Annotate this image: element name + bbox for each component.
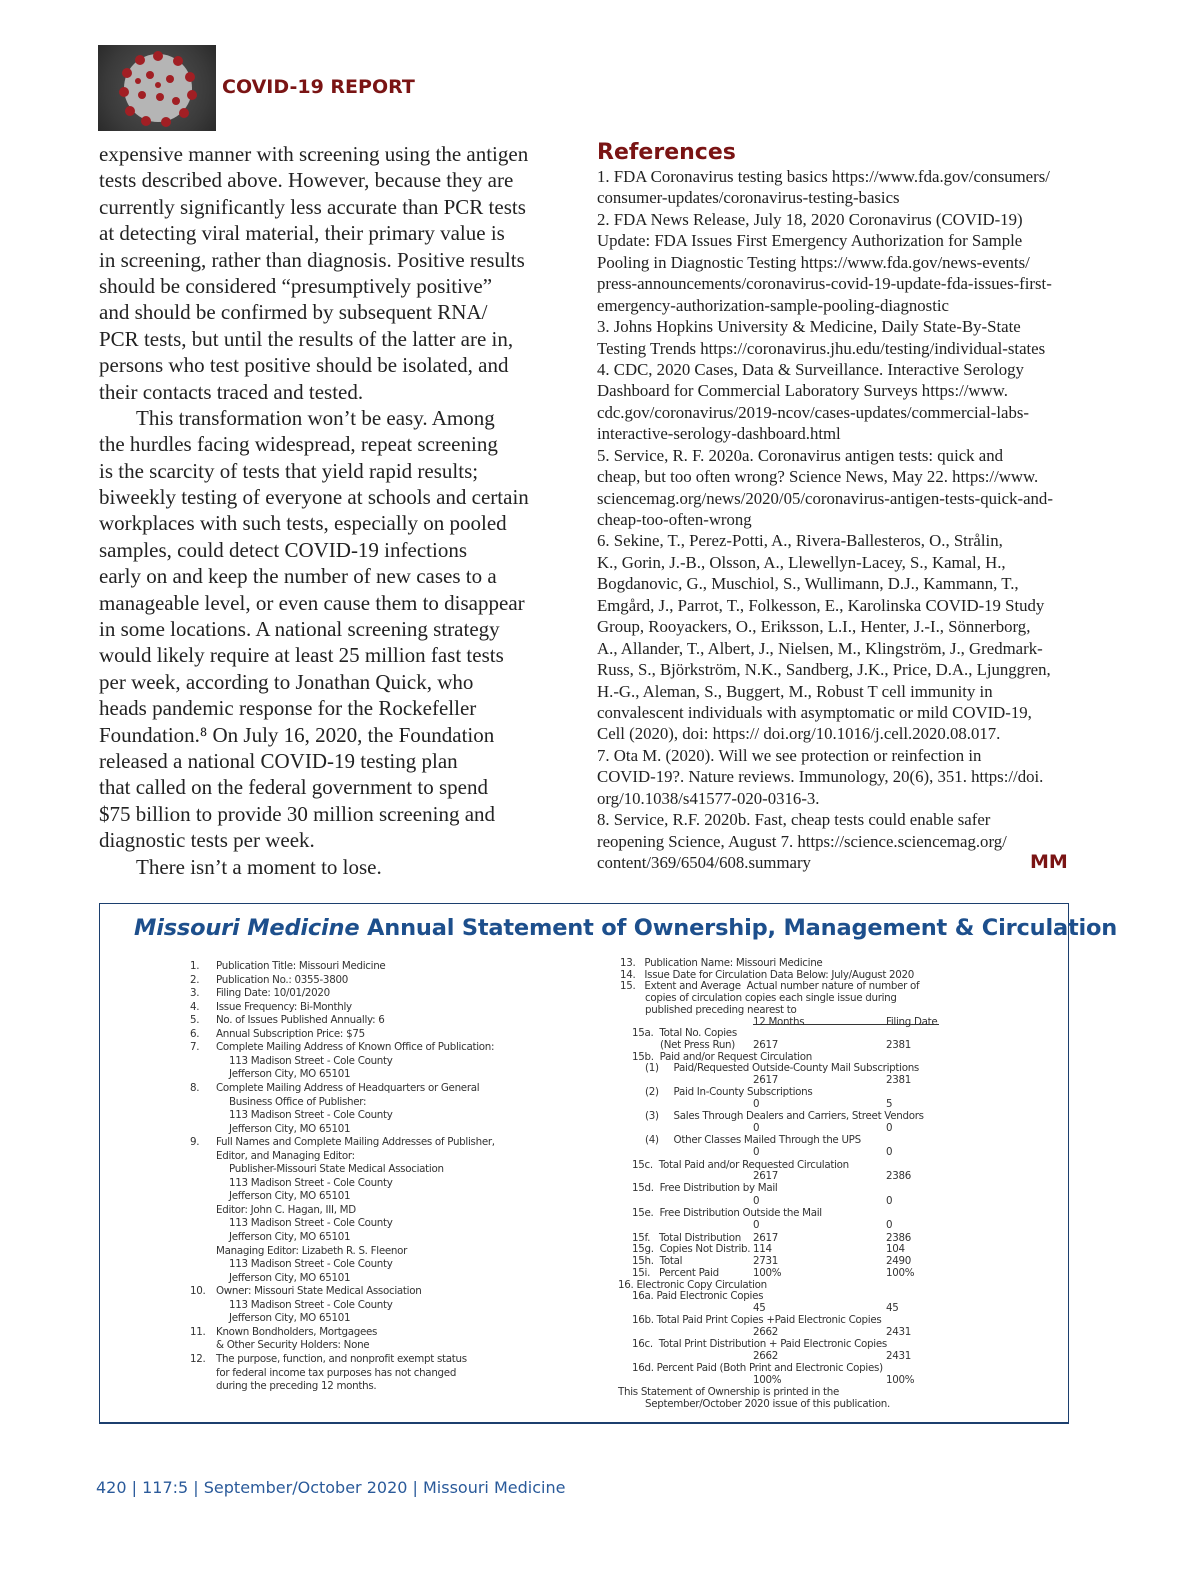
item-text: Filing Date: 10/01/2020 — [216, 987, 330, 1000]
body-line: and should be confirmed by subsequent RNA/ — [99, 300, 488, 325]
coronavirus-illustration — [98, 45, 216, 131]
item-text: Jefferson City, MO 65101 — [229, 1231, 351, 1243]
row-label: published preceding nearest to — [645, 1003, 797, 1016]
body-line: PCR tests, but until the results of the latter are in, — [99, 326, 514, 351]
body-line: currently significantly less accurate than PCR tests — [99, 194, 526, 219]
statement-title — [134, 915, 1117, 941]
statement-item — [190, 1109, 393, 1123]
value-12-months: 45 — [753, 1301, 766, 1314]
value-filing-date: 0 — [886, 1146, 893, 1159]
reference-line: cdc.gov/coronavirus/2019-ncov/cases-updates/commercial-labs- — [597, 402, 1029, 422]
reference-line: H.-G., Aleman, S., Buggert, M., Robust T cell immunity in — [597, 681, 993, 701]
statement-item — [190, 974, 348, 988]
statement-item — [190, 1028, 365, 1042]
value-filing-date: 100% — [886, 1266, 915, 1279]
row-label: This Statement of Ownership is printed in the — [618, 1385, 840, 1398]
statement-row — [618, 1387, 839, 1399]
item-text: Jefferson City, MO 65101 — [229, 1312, 351, 1325]
body-line: per week, according to Jonathan Quick, who — [99, 669, 474, 694]
value-filing-date: 2381 — [886, 1038, 912, 1051]
value-filing-date: 2386 — [886, 1170, 912, 1183]
body-line: workplaces with such tests, especially on pooled — [99, 511, 507, 536]
statement-item — [190, 960, 385, 974]
item-text: Publication No.: 0355-3800 — [216, 973, 348, 986]
reference-line: emergency-authorization-sample-pooling-diagnostic — [597, 295, 949, 315]
reference-line: Group, Rooyackers, O., Eriksson, L.I., Henter, J.-I., Sönnerborg, — [597, 617, 1031, 637]
body-line: $75 billion to provide 30 million screening and — [99, 801, 496, 826]
item-text: Managing Editor: Lizabeth R. S. Fleenor — [216, 1244, 408, 1257]
item-text: Jefferson City, MO 65101 — [229, 1068, 351, 1081]
value-filing-date: 100% — [886, 1374, 915, 1387]
statement-item — [190, 1204, 356, 1218]
reference-line: 7. Ota M. (2020). Will we see protection or reinfection in — [597, 745, 982, 765]
statement-title-journal: Missouri Medicine — [134, 915, 360, 941]
body-line: There isn’t a moment to lose. — [136, 854, 382, 879]
row-label: (4) Other Classes Mailed Through the UPS — [645, 1133, 861, 1146]
row-label: September/October 2020 issue of this publication. — [645, 1398, 890, 1411]
statement-row — [632, 1363, 883, 1375]
statement-row — [632, 1183, 777, 1195]
item-text: during the preceding 12 months. — [216, 1380, 377, 1393]
item-text: Complete Mailing Address of Known Office of Publication: — [216, 1041, 495, 1054]
reference-line: org/10.1038/s41577-020-0316-3. — [597, 788, 820, 808]
value-12-months: 0 — [753, 1194, 760, 1207]
reference-line: Pooling in Diagnostic Testing https://www.fda.gov/news-events/ — [597, 252, 1030, 272]
value-12-months: 0 — [753, 1122, 760, 1135]
body-line: their contacts traced and tested. — [99, 379, 364, 404]
item-text: 113 Madison Street - Cole County — [229, 1109, 393, 1122]
item-text: Known Bondholders, Mortgagees — [216, 1325, 378, 1338]
row-label: (3) Sales Through Dealers and Carriers, Street Vendors — [645, 1109, 924, 1122]
reference-line: reopening Science, August 7. https://science.sciencemag.org/ — [597, 831, 1007, 851]
reference-line: content/369/6504/608.summary — [597, 853, 811, 872]
value-filing-date: 2431 — [886, 1326, 912, 1338]
item-text: Publisher-Missouri State Medical Association — [229, 1163, 444, 1176]
item-number: 1. — [190, 960, 200, 972]
reference-line: 6. Sekine, T., Perez-Potti, A., Rivera-Ballesteros, O., Strålin, — [597, 531, 1003, 551]
item-text: Jefferson City, MO 65101 — [229, 1122, 351, 1135]
value-12-months: 12 Months — [753, 1015, 805, 1028]
item-text: Editor, and Managing Editor: — [216, 1149, 355, 1162]
value-filing-date: 2490 — [886, 1255, 912, 1268]
statement-item — [190, 1082, 479, 1096]
column-header-underline — [753, 1024, 939, 1025]
item-number: 6. — [190, 1027, 200, 1040]
item-text: Annual Subscription Price: $75 — [216, 1027, 365, 1040]
reference-line: 4. CDC, 2020 Cases, Data & Surveillance. Interactive Serology — [597, 359, 1024, 379]
statement-item — [190, 1123, 350, 1137]
body-line: tests described above. However, because they are — [99, 168, 514, 193]
item-number: 5. — [190, 1014, 200, 1027]
value-12-months: 0 — [753, 1098, 760, 1111]
item-text: 113 Madison Street - Cole County — [229, 1054, 393, 1067]
statement-item — [190, 1353, 467, 1367]
value-12-months: 100% — [753, 1266, 782, 1279]
row-label: 15c. Total Paid and/or Requested Circulation — [632, 1158, 849, 1171]
value-filing-date: 45 — [886, 1301, 899, 1314]
item-text: Publication Title: Missouri Medicine — [216, 960, 386, 972]
statement-row — [645, 1111, 924, 1123]
item-number: 3. — [190, 987, 200, 1000]
reference-line: Testing Trends https://coronavirus.jhu.edu/testing/individual-states — [597, 338, 1046, 358]
reference-line: consumer-updates/coronavirus-testing-basics — [597, 188, 900, 208]
page-footer: 420 | 117:5 | September/October 2020 | Missouri Medicine — [96, 1478, 566, 1497]
item-number: 4. — [190, 1000, 200, 1013]
body-line: released a national COVID-19 testing plan — [99, 748, 458, 773]
value-12-months: 2617 — [753, 1170, 779, 1183]
reference-line: Russ, S., Björkström, N.K., Sandberg, J.K., Price, D.A., Ljunggren, — [597, 660, 1051, 680]
statement-item — [190, 1055, 393, 1069]
statement-item — [190, 1001, 352, 1015]
body-line: biweekly testing of everyone at schools and certain — [99, 485, 529, 510]
body-line: is the scarcity of tests that yield rapid results; — [99, 458, 479, 483]
row-label: (2) Paid In-County Subscriptions — [645, 1085, 813, 1098]
item-text: & Other Security Holders: None — [216, 1339, 370, 1352]
statement-item — [190, 1285, 421, 1299]
reference-line: Cell (2020), doi: https:// doi.org/10.1016/j.cell.2020.08.017. — [597, 724, 1001, 744]
value-12-months: 2662 — [753, 1326, 779, 1338]
body-line: Foundation.⁸ On July 16, 2020, the Foundation — [99, 722, 495, 747]
item-number: 9. — [190, 1136, 200, 1149]
item-number: 12. — [190, 1352, 206, 1365]
value-filing-date: 5 — [886, 1098, 893, 1111]
value-12-months: 2617 — [753, 1074, 779, 1086]
value-12-months: 2617 — [753, 1231, 779, 1244]
statement-item — [190, 1339, 369, 1353]
statement-item — [190, 1380, 376, 1394]
value-filing-date: 0 — [886, 1194, 893, 1207]
item-text: Full Names and Complete Mailing Addresses of Publisher, — [216, 1136, 495, 1149]
value-12-months: 2731 — [753, 1255, 779, 1268]
item-number: 2. — [190, 973, 200, 986]
row-label: 16. Electronic Copy Circulation — [618, 1278, 767, 1291]
body-line: heads pandemic response for the Rockefeller — [99, 696, 477, 721]
body-line: the hurdles facing widespread, repeat screening — [99, 432, 498, 457]
value-12-months: 0 — [753, 1146, 760, 1159]
statement-item — [190, 1217, 393, 1231]
reference-line: Emgård, J., Parrot, T., Folkesson, E., Karolinska COVID-19 Study — [597, 595, 1045, 615]
reference-line: A., Allander, T., Albert, J., Nielsen, M., Klingström, J., Gredmark- — [597, 638, 1043, 658]
reference-line: press-announcements/coronavirus-covid-19-update-fda-issues-first- — [597, 274, 1052, 294]
reference-line: 3. Johns Hopkins University & Medicine, Daily State-By-State — [597, 317, 1021, 337]
row-label: 13. Publication Name: Missouri Medicine — [620, 957, 823, 969]
body-line: at detecting viral material, their primary value is — [99, 221, 505, 246]
statement-item — [190, 1068, 350, 1082]
statement-item — [190, 1245, 407, 1259]
statement-item — [190, 1231, 350, 1245]
item-number: 8. — [190, 1081, 200, 1094]
statement-item — [190, 1163, 444, 1177]
body-line: in some locations. A national screening strategy — [99, 617, 500, 642]
row-label: (Net Press Run) — [660, 1038, 735, 1051]
statement-item — [190, 1190, 350, 1204]
row-label: 16c. Total Print Distribution + Paid Electronic Copies — [632, 1337, 887, 1350]
statement-item — [190, 1136, 495, 1150]
reference-line: 1. FDA Coronavirus testing basics https://www.fda.gov/consumers/ — [597, 167, 1050, 186]
value-12-months: 114 — [753, 1243, 772, 1256]
article-body — [99, 141, 539, 880]
row-label: 14. Issue Date for Circulation Data Below: July/August 2020 — [620, 968, 915, 981]
row-label: 15a. Total No. Copies — [632, 1027, 737, 1040]
row-label: 15f. Total Distribution — [632, 1231, 741, 1244]
row-label: 16d. Percent Paid (Both Print and Electronic Copies) — [632, 1361, 883, 1374]
reference-line: Bogdanovic, G., Muschiol, S., Wullimann, D.J., Kammann, T., — [597, 574, 1019, 594]
section-title: COVID-19 REPORT — [222, 76, 415, 98]
statement-item — [190, 1272, 350, 1286]
row-label: 15. Extent and Average Actual number nature of number of — [620, 980, 920, 993]
reference-line: 5. Service, R. F. 2020a. Coronavirus antigen tests: quick and — [597, 445, 1004, 465]
statement-item — [190, 1177, 393, 1191]
statement-row — [645, 1063, 919, 1075]
item-text: 113 Madison Street - Cole County — [229, 1176, 393, 1189]
row-label: 15h. Total — [632, 1255, 683, 1268]
reference-line: 8. Service, R.F. 2020b. Fast, cheap tests could enable safer — [597, 810, 991, 830]
item-text: for federal income tax purposes has not changed — [216, 1366, 457, 1379]
body-line: diagnostic tests per week. — [99, 828, 315, 853]
value-12-months: 0 — [753, 1219, 760, 1232]
value-filing-date: 0 — [886, 1219, 893, 1232]
reference-line: 2. FDA News Release, July 18, 2020 Coronavirus (COVID-19) — [597, 209, 1023, 229]
row-label: 15e. Free Distribution Outside the Mail — [632, 1206, 822, 1219]
row-label: 15g. Copies Not Distrib. — [632, 1243, 751, 1256]
statement-row — [645, 1399, 890, 1411]
item-number: 10. — [190, 1285, 206, 1298]
body-line: would likely require at least 25 million fast tests — [99, 643, 504, 668]
value-12-months: 2617 — [753, 1038, 779, 1051]
reference-line: convalescent individuals with asymptomatic or mild COVID-19, — [597, 702, 1032, 722]
value-filing-date: 2386 — [886, 1231, 912, 1244]
statement-row — [632, 1291, 763, 1303]
statement-row — [632, 1160, 849, 1172]
body-line: expensive manner with screening using the antigen — [99, 142, 529, 166]
reference-line: interactive-serology-dashboard.html — [597, 424, 841, 444]
item-number: 11. — [190, 1325, 206, 1338]
body-line: This transformation won’t be easy. Among — [136, 405, 495, 430]
value-filing-date: 0 — [886, 1122, 893, 1135]
body-line: persons who test positive should be isolated, and — [99, 353, 509, 378]
item-text: Owner: Missouri State Medical Association — [216, 1285, 422, 1298]
item-text: Jefferson City, MO 65101 — [229, 1190, 351, 1203]
item-text: No. of Issues Published Annually: 6 — [216, 1014, 385, 1027]
item-text: Jefferson City, MO 65101 — [229, 1271, 351, 1284]
body-line: should be considered “presumptively positive” — [99, 273, 493, 298]
row-label: 15i. Percent Paid — [632, 1266, 719, 1279]
row-label: copies of circulation copies each single issue during — [645, 992, 897, 1005]
row-label: 15b. Paid and/or Request Circulation — [632, 1050, 812, 1063]
value-filing-date: 2431 — [886, 1350, 912, 1363]
reference-line: cheap, but too often wrong? Science News, May 22. https://www. — [597, 467, 1039, 487]
body-line: samples, could detect COVID-19 infections — [99, 537, 467, 562]
statement-item — [190, 1326, 377, 1340]
item-number: 7. — [190, 1041, 200, 1054]
statement-row — [645, 1087, 812, 1099]
item-text: Editor: John C. Hagan, III, MD — [216, 1203, 356, 1216]
statement-item — [190, 1096, 366, 1110]
value-filing-date: Filing Date — [886, 1015, 938, 1028]
reference-line: cheap-too-often-wrong — [597, 510, 752, 529]
item-text: Complete Mailing Address of Headquarters or General — [216, 1081, 480, 1094]
references-heading: References — [597, 140, 736, 165]
statement-item — [190, 1367, 456, 1381]
reference-line: K., Gorin, J.-B., Olsson, A., Llewellyn-Lacey, S., Kamal, H., — [597, 552, 1006, 572]
statement-row — [645, 1005, 797, 1017]
row-label: 16a. Paid Electronic Copies — [632, 1290, 764, 1303]
body-line: in screening, rather than diagnosis. Positive results — [99, 247, 525, 272]
row-label: 15d. Free Distribution by Mail — [632, 1182, 778, 1195]
statement-item — [190, 1150, 355, 1164]
statement-row — [632, 1339, 887, 1351]
statement-item — [190, 1299, 393, 1313]
statement-title-rest: Annual Statement of Ownership, Management & Circulation — [359, 915, 1118, 941]
reference-line: sciencemag.org/news/2020/05/coronavirus-antigen-tests-quick-and- — [597, 488, 1053, 508]
item-text: Issue Frequency: Bi-Monthly — [216, 1000, 352, 1013]
value-12-months: 2662 — [753, 1350, 779, 1363]
reference-line: Dashboard for Commercial Laboratory Surveys https://www. — [597, 381, 1008, 401]
body-line: that called on the federal government to spend — [99, 775, 488, 800]
value-filing-date: 104 — [886, 1243, 905, 1256]
row-label: 16b. Total Paid Print Copies +Paid Electronic Copies — [632, 1314, 882, 1327]
body-line: early on and keep the number of new cases to a — [99, 564, 497, 589]
row-label: (1) Paid/Requested Outside-County Mail Subscriptions — [645, 1062, 920, 1075]
statement-item — [190, 1312, 350, 1326]
statement-item — [190, 1258, 393, 1272]
statement-item — [190, 987, 330, 1001]
statement-item — [190, 1041, 494, 1055]
statement-row — [645, 1135, 861, 1147]
value-12-months: 100% — [753, 1374, 782, 1387]
reference-line: Update: FDA Issues First Emergency Authorization for Sample — [597, 231, 1023, 251]
body-line: manageable level, or even cause them to disappear — [99, 590, 525, 615]
item-text: 113 Madison Street - Cole County — [229, 1258, 393, 1271]
statement-row — [632, 1208, 822, 1220]
item-text: The purpose, function, and nonprofit exempt status — [216, 1352, 467, 1365]
references-list — [597, 166, 1077, 873]
end-mark: MM — [1030, 851, 1068, 873]
item-text: 113 Madison Street - Cole County — [229, 1217, 393, 1230]
item-text: 113 Madison Street - Cole County — [229, 1298, 393, 1311]
item-text: Business Office of Publisher: — [229, 1095, 367, 1108]
reference-line: COVID-19?. Nature reviews. Immunology, 20(6), 351. https://doi. — [597, 767, 1044, 787]
value-filing-date: 2381 — [886, 1074, 912, 1086]
statement-item — [190, 1014, 384, 1028]
